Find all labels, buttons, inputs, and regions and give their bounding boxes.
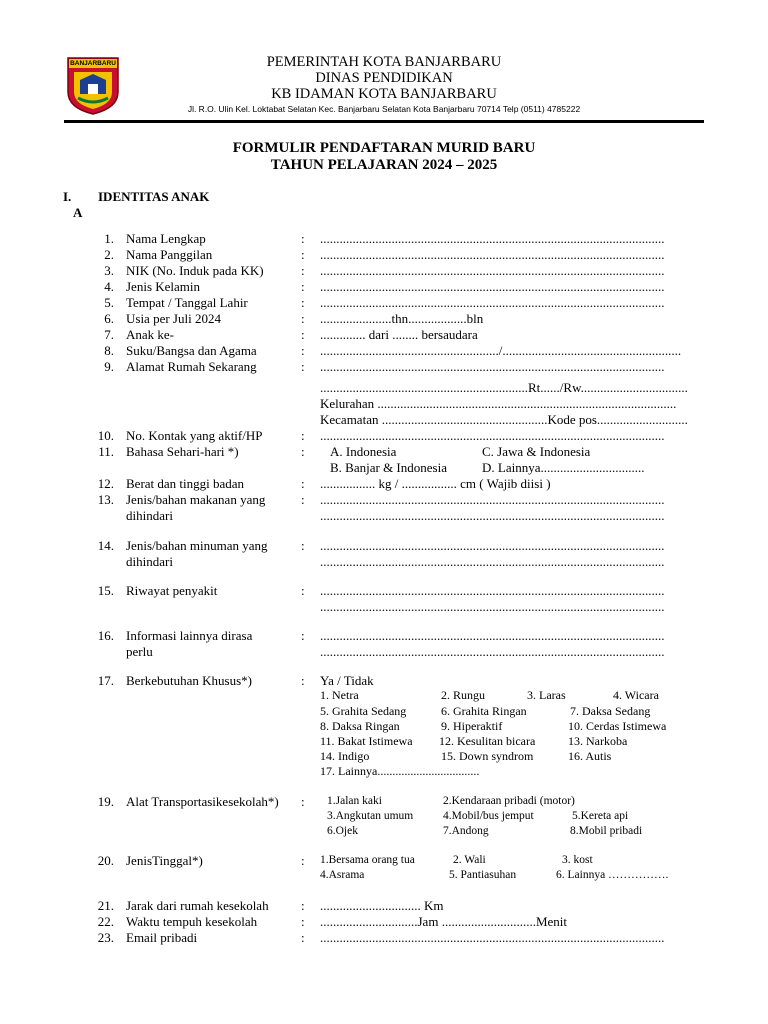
colon: : — [301, 914, 305, 929]
colon: : — [301, 327, 305, 342]
colon: : — [301, 583, 305, 598]
item-label-makanan: Jenis/bahan makanan yang — [126, 492, 266, 507]
colon: : — [301, 231, 305, 246]
alamat-rt-rw-field[interactable]: ................................................................Rt....../Rw................................. — [320, 380, 688, 395]
transport-option-3[interactable]: 3.Angkutan umum — [327, 810, 414, 822]
tinggal-option-3[interactable]: 3. kost — [562, 854, 593, 866]
item-label-berkebutuhan-khusus: Berkebutuhan Khusus*) — [126, 673, 253, 688]
item-number-8: 8. — [104, 343, 114, 358]
item-label-email: Email pribadi — [126, 930, 198, 945]
transport-option-8[interactable]: 8.Mobil pribadi — [570, 825, 643, 837]
form-title-line-1: FORMULIR PENDAFTARAN MURID BARU — [232, 140, 536, 156]
kebutuhan-option-16[interactable]: 16. Autis — [568, 749, 612, 763]
colon: : — [301, 794, 305, 809]
item-number-6: 6. — [104, 311, 114, 326]
waktu-tempuh-field[interactable]: ..............................Jam .............................Menit — [320, 914, 567, 929]
item-number-20: 20. — [97, 853, 114, 868]
colon: : — [301, 476, 305, 491]
form-title-line-2: TAHUN PELAJARAN 2024 – 2025 — [270, 157, 498, 173]
item-number-1: 1. — [104, 231, 114, 246]
item-label-transportasi: Alat Transportasikesekolah*) — [126, 794, 279, 809]
minuman-field-2[interactable]: .......................................................................................................... — [320, 554, 665, 569]
item-label-kontak: No. Kontak yang aktif/HP — [126, 428, 263, 443]
item-label-waktu-tempuh: Waktu tempuh kesekolah — [126, 914, 258, 929]
colon: : — [301, 673, 305, 688]
tinggal-option-1[interactable]: 1.Bersama orang tua — [320, 854, 415, 866]
item-label-informasi-lainnya: Informasi lainnya dirasa — [126, 628, 253, 643]
kebutuhan-option-10[interactable]: 10. Cerdas Istimewa — [568, 719, 667, 733]
kebutuhan-option-4[interactable]: 4. Wicara — [613, 688, 659, 702]
email-field[interactable]: .......................................................................................................... — [320, 930, 665, 945]
bahasa-option-c[interactable]: C. Jawa & Indonesia — [482, 444, 591, 459]
kebutuhan-option-5[interactable]: 5. Grahita Sedang — [320, 704, 407, 718]
section-title: IDENTITAS ANAK — [98, 189, 210, 204]
kontak-field[interactable]: .......................................................................................................... — [320, 428, 665, 443]
tinggal-option-2[interactable]: 2. Wali — [453, 854, 486, 866]
suku-agama-field[interactable]: ......................................................./....................................................... — [320, 343, 682, 358]
colon: : — [301, 898, 305, 913]
kebutuhan-option-14[interactable]: 14. Indigo — [320, 749, 370, 763]
nama-panggilan-field[interactable]: .......................................................................................................... — [320, 247, 665, 262]
item-number-22: 22. — [97, 914, 114, 929]
item-label-berat-tinggi: Berat dan tinggi badan — [126, 476, 245, 491]
makanan-field-2[interactable]: .......................................................................................................... — [320, 508, 665, 523]
item-label-nama-lengkap: Nama Lengkap — [126, 231, 206, 246]
nama-lengkap-field[interactable]: .......................................................................................................... — [320, 231, 665, 246]
item-label-alamat: Alamat Rumah Sekarang — [126, 359, 257, 374]
informasi-lainnya-field-2[interactable]: .......................................................................................................... — [320, 644, 665, 659]
alamat-field[interactable]: .......................................................................................................... — [320, 359, 665, 374]
item-number-15: 15. — [97, 583, 114, 598]
item-label-tempat-tanggal-lahir: Tempat / Tanggal Lahir — [126, 295, 248, 310]
item-number-17: 17. — [97, 673, 114, 688]
anak-ke-field[interactable]: .............. dari ........ bersaudara — [320, 327, 478, 342]
colon: : — [301, 930, 305, 945]
colon: : — [301, 359, 305, 374]
header-line-3: KB IDAMAN KOTA BANJARBARU — [271, 86, 497, 102]
item-number-23: 23. — [97, 930, 114, 945]
ya-tidak-option[interactable]: Ya / Tidak — [320, 673, 374, 688]
jenis-kelamin-field[interactable]: .......................................................................................................... — [320, 279, 665, 294]
item-label-riwayat-penyakit: Riwayat penyakit — [126, 583, 218, 598]
tempat-tanggal-lahir-field[interactable]: .......................................................................................................... — [320, 295, 665, 310]
item-number-13: 13. — [97, 492, 114, 507]
berat-tinggi-field[interactable]: ................. kg / ................. cm ( Wajib diisi ) — [320, 476, 551, 491]
transport-option-2[interactable]: 2.Kendaraan pribadi (motor) — [443, 795, 575, 807]
colon: : — [301, 247, 305, 262]
kebutuhan-option-17[interactable]: 17. Lainnya.................................. — [320, 764, 480, 778]
item-number-16: 16. — [97, 628, 114, 643]
colon: : — [301, 311, 305, 326]
colon: : — [301, 853, 305, 868]
colon: : — [301, 538, 305, 553]
item-label-minuman: Jenis/bahan minuman yang — [126, 538, 268, 553]
item-label-bahasa: Bahasa Sehari-hari *) — [126, 444, 239, 459]
kebutuhan-option-2[interactable]: 2. Rungu — [441, 688, 486, 702]
logo-text: BANJARBARU — [70, 60, 116, 67]
item-number-2: 2. — [104, 247, 114, 262]
item-number-19: 19. — [97, 794, 114, 809]
header-address: Jl. R.O. Ulin Kel. Loktabat Selatan Kec. Banjarbaru Selatan Kota Banjarbaru 70714 Telp (0511) 4785222 — [187, 104, 581, 114]
makanan-field-1[interactable]: .......................................................................................................... — [320, 492, 665, 507]
item-label-nama-panggilan: Nama Panggilan — [126, 247, 213, 262]
item-label-jenis-tinggal: JenisTinggal*) — [126, 853, 203, 868]
item-label-anak-ke: Anak ke- — [126, 327, 175, 342]
item-number-4: 4. — [104, 279, 114, 294]
item-number-10: 10. — [97, 428, 114, 443]
item-label-jenis-kelamin: Jenis Kelamin — [126, 279, 201, 294]
item-number-9: 9. — [104, 359, 114, 374]
transport-option-5[interactable]: 5.Kereta api — [572, 810, 629, 822]
tinggal-option-6[interactable]: 6. Lainnya ……………. — [556, 869, 669, 881]
header-line-2: DINAS PENDIDIKAN — [315, 70, 453, 86]
transport-option-4[interactable]: 4.Mobil/bus jemput — [443, 810, 534, 822]
colon: : — [301, 428, 305, 443]
item-label-makanan-2: dihindari — [126, 508, 173, 523]
informasi-lainnya-field-1[interactable]: .......................................................................................................... — [320, 628, 665, 643]
colon: : — [301, 279, 305, 294]
colon: : — [301, 263, 305, 278]
item-label-suku-agama: Suku/Bangsa dan Agama — [126, 343, 257, 358]
colon: : — [301, 444, 305, 459]
item-number-5: 5. — [104, 295, 114, 310]
jarak-field[interactable]: ............................... Km — [320, 898, 444, 913]
tinggal-option-4[interactable]: 4.Asrama — [320, 869, 365, 881]
item-number-14: 14. — [97, 538, 114, 553]
bahasa-option-b[interactable]: B. Banjar & Indonesia — [330, 460, 447, 475]
kecamatan-kodepos-field[interactable]: Kecamatan ...................................................Kode pos............................ — [320, 412, 688, 427]
bahasa-option-a[interactable]: A. Indonesia — [330, 444, 397, 459]
tinggal-option-5[interactable]: 5. Pantiasuhan — [449, 869, 517, 881]
transport-option-1[interactable]: 1.Jalan kaki — [327, 795, 382, 807]
transport-option-6[interactable]: 6.Ojek — [327, 825, 358, 837]
section-letter: A — [73, 205, 83, 220]
kebutuhan-option-12[interactable]: 12. Kesulitan bicara — [439, 734, 536, 748]
colon: : — [301, 492, 305, 507]
kebutuhan-option-15[interactable]: 15. Down syndrom — [441, 749, 534, 763]
kelurahan-field[interactable]: Kelurahan ............................................................................................ — [320, 396, 677, 411]
item-number-21: 21. — [97, 898, 114, 913]
kebutuhan-option-8[interactable]: 8. Daksa Ringan — [320, 719, 400, 733]
kebutuhan-option-11[interactable]: 11. Bakat Istimewa — [320, 734, 413, 748]
section-number: I. — [63, 189, 72, 204]
item-number-3: 3. — [104, 263, 114, 278]
colon: : — [301, 343, 305, 358]
colon: : — [301, 295, 305, 310]
item-label-nik: NIK (No. Induk pada KK) — [126, 263, 264, 278]
minuman-field-1[interactable]: .......................................................................................................... — [320, 538, 665, 553]
transport-option-7[interactable]: 7.Andong — [443, 825, 489, 837]
riwayat-penyakit-field-1[interactable]: .......................................................................................................... — [320, 583, 665, 598]
riwayat-penyakit-field-2[interactable]: .......................................................................................................... — [320, 599, 665, 614]
colon: : — [301, 628, 305, 643]
item-label-jarak: Jarak dari rumah kesekolah — [126, 898, 269, 913]
item-number-11: 11. — [98, 444, 114, 459]
item-label-usia: Usia per Juli 2024 — [126, 311, 221, 326]
header-line-1: PEMERINTAH KOTA BANJARBARU — [266, 54, 502, 70]
usia-field[interactable]: ......................thn..................bln — [320, 311, 484, 326]
kebutuhan-option-1[interactable]: 1. Netra — [320, 688, 359, 702]
kebutuhan-option-9[interactable]: 9. Hiperaktif — [441, 719, 503, 733]
item-label-minuman-2: dihindari — [126, 554, 173, 569]
kebutuhan-option-13[interactable]: 13. Narkoba — [568, 734, 628, 748]
item-number-12: 12. — [97, 476, 114, 491]
kebutuhan-option-7[interactable]: 7. Daksa Sedang — [570, 704, 651, 718]
kebutuhan-option-6[interactable]: 6. Grahita Ringan — [441, 704, 527, 718]
bahasa-option-d[interactable]: D. Lainnya................................ — [482, 460, 645, 475]
header-divider — [64, 120, 704, 123]
kebutuhan-option-3[interactable]: 3. Laras — [527, 688, 566, 702]
item-number-7: 7. — [104, 327, 114, 342]
item-label-informasi-lainnya-2: perlu — [126, 644, 153, 659]
nik-field[interactable]: .......................................................................................................... — [320, 263, 665, 278]
